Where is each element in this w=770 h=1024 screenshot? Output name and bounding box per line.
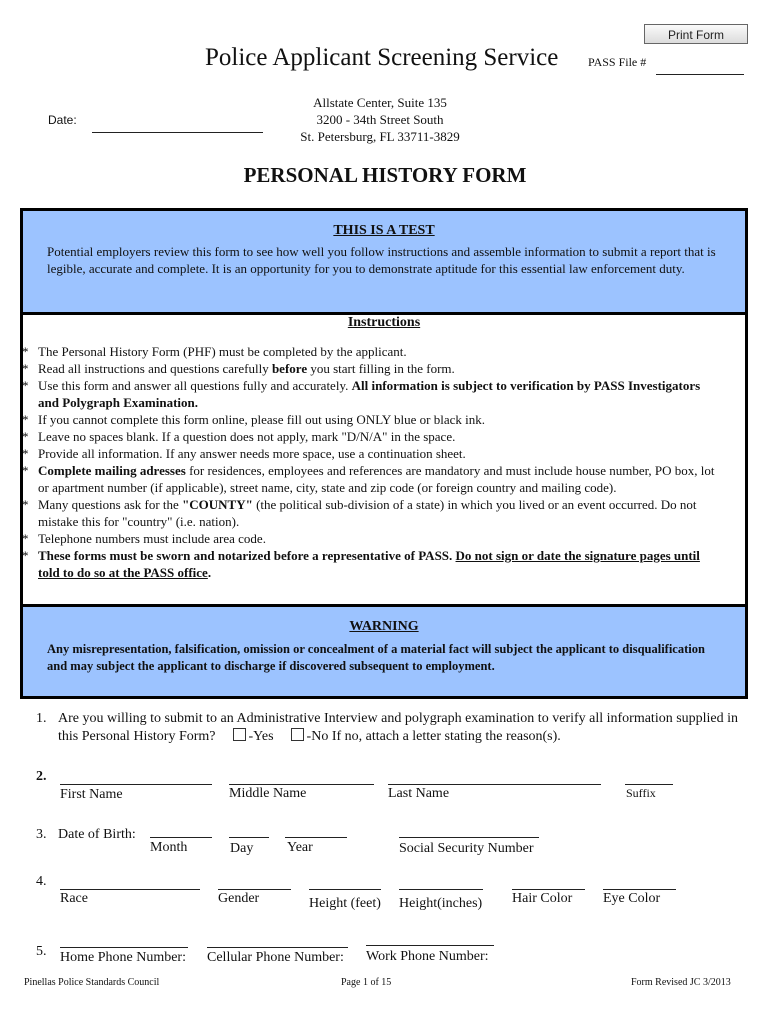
q1-no-label: -No — [306, 729, 329, 744]
test-heading: THIS IS A TEST — [333, 223, 435, 238]
instruction-item: * Use this form and answer all questions fully and accurately. All information is subject to verification by PASS Investigators and Polygraph Examination. — [22, 377, 722, 411]
warning-box — [20, 604, 748, 699]
height-inches-label: Height(inches) — [399, 896, 483, 911]
instruction-item: * These forms must be sworn and notarized before a representative of PASS. Do not sign or date the signature pages until told to do so at the PASS office. — [22, 547, 722, 581]
home-phone-label: Home Phone Number: — [60, 950, 186, 965]
home-phone-field[interactable] — [60, 947, 188, 948]
instruction-item: * Read all instructions and questions carefully before you start filling in the form. — [22, 360, 722, 377]
q1-text: Are you willing to submit to an Administrative Interview and polygraph examination to verify all information supplied in — [58, 711, 739, 726]
instructions-heading: Instructions — [347, 315, 421, 330]
race-label: Race — [60, 891, 88, 906]
q1-number: 1. — [36, 711, 47, 726]
q3-number: 3. — [36, 827, 47, 842]
year-label: Year — [287, 840, 313, 855]
ssn-field[interactable] — [399, 837, 539, 838]
instruction-item: * Leave no spaces blank. If a question does not apply, mark "D/N/A" in the space. — [22, 428, 722, 445]
dob-month-field[interactable] — [150, 837, 212, 838]
warning-body: Any misrepresentation, falsification, omission or concealment of a material fact will subject the applicant to disqualification and may subject the applicant to discharge if discovered subsequent to employment. — [47, 642, 705, 673]
eye-color-field[interactable] — [603, 889, 676, 890]
address-line: 3200 - 34th Street South — [316, 112, 444, 127]
q1-no-checkbox[interactable] — [291, 728, 304, 741]
pass-file-label: PASS File # — [588, 55, 647, 69]
first-name-label: First Name — [60, 787, 123, 802]
instruction-item: * The Personal History Form (PHF) must be completed by the applicant. — [22, 343, 722, 360]
cell-phone-field[interactable] — [207, 947, 348, 948]
form-title: PERSONAL HISTORY FORM — [243, 163, 527, 187]
footer-right: Form Revised JC 3/2013 — [631, 977, 731, 988]
middle-name-label: Middle Name — [229, 786, 307, 801]
work-phone-label: Work Phone Number: — [366, 949, 489, 964]
footer-left: Pinellas Police Standards Council — [24, 977, 160, 988]
q2-dot: . — [43, 769, 47, 784]
ssn-label: Social Security Number — [399, 841, 534, 856]
gender-label: Gender — [218, 891, 260, 906]
first-name-field[interactable] — [60, 784, 212, 785]
address-block — [270, 94, 490, 145]
hair-color-label: Hair Color — [512, 891, 573, 906]
day-label: Day — [230, 841, 254, 856]
middle-name-field[interactable] — [229, 784, 374, 785]
instruction-item: * Many questions ask for the "COUNTY" (the political sub-division of a state) in which you lived or an event occurred. Do not mistake this for "country" (i.e. nation). — [22, 496, 722, 530]
height-feet-label: Height (feet) — [309, 896, 381, 911]
date-field[interactable] — [92, 132, 263, 133]
instruction-item: * If you cannot complete this form online, please fill out using ONLY blue or black ink. — [22, 411, 722, 428]
hair-color-field[interactable] — [512, 889, 585, 890]
height-inches-field[interactable] — [399, 889, 483, 890]
dob-label: Date of Birth: — [58, 827, 136, 842]
print-form-button[interactable]: Print Form — [644, 24, 748, 44]
dob-day-field[interactable] — [229, 837, 269, 838]
suffix-label: Suffix — [626, 786, 656, 800]
q2-number: 2 — [36, 769, 43, 784]
eye-color-label: Eye Color — [603, 891, 661, 906]
warning-heading: WARNING — [349, 619, 419, 634]
pass-file-field[interactable] — [656, 74, 744, 75]
page-number: Page 1 of 15 — [341, 977, 392, 988]
last-name-field[interactable] — [388, 784, 601, 785]
date-label: Date: — [48, 113, 77, 127]
month-label: Month — [150, 840, 188, 855]
race-field[interactable] — [60, 889, 200, 890]
test-body: Potential employers review this form to see how well you follow instructions and assemble information to submit a report that is legible, accurate and complete. It is an opportunity for you to demonstrate aptitude for this essential law enforcement duty. — [47, 244, 716, 276]
instruction-item: * Telephone numbers must include area code. — [22, 530, 722, 547]
q1-line2 — [58, 728, 561, 745]
address-line: St. Petersburg, FL 33711-3829 — [300, 129, 460, 144]
instruction-item: * Provide all information. If any answer needs more space, use a continuation sheet. — [22, 445, 722, 462]
test-box — [20, 208, 748, 315]
instructions-list — [22, 343, 722, 581]
gender-field[interactable] — [218, 889, 291, 890]
suffix-field[interactable] — [625, 784, 673, 785]
cell-phone-label: Cellular Phone Number: — [207, 950, 344, 965]
q1-yes-label: -Yes — [248, 729, 274, 744]
instruction-item: * Complete mailing adresses for residences, employees and references are mandatory and must include house number, PO box, lot or apartment number (if applicable), street name, city, state and zip code (or foreign country and mailing code). — [22, 462, 722, 496]
q5-number: 5. — [36, 944, 47, 959]
page-title: Police Applicant Screening Service — [205, 44, 559, 71]
last-name-label: Last Name — [388, 786, 450, 801]
q4-number: 4. — [36, 874, 47, 889]
q1-tail: If no, attach a letter stating the reason(s). — [331, 729, 561, 744]
dob-year-field[interactable] — [285, 837, 347, 838]
height-feet-field[interactable] — [309, 889, 381, 890]
work-phone-field[interactable] — [366, 945, 494, 946]
q1-text-b: this Personal History Form? — [58, 729, 216, 744]
address-line: Allstate Center, Suite 135 — [313, 95, 447, 110]
q1-yes-checkbox[interactable] — [233, 728, 246, 741]
